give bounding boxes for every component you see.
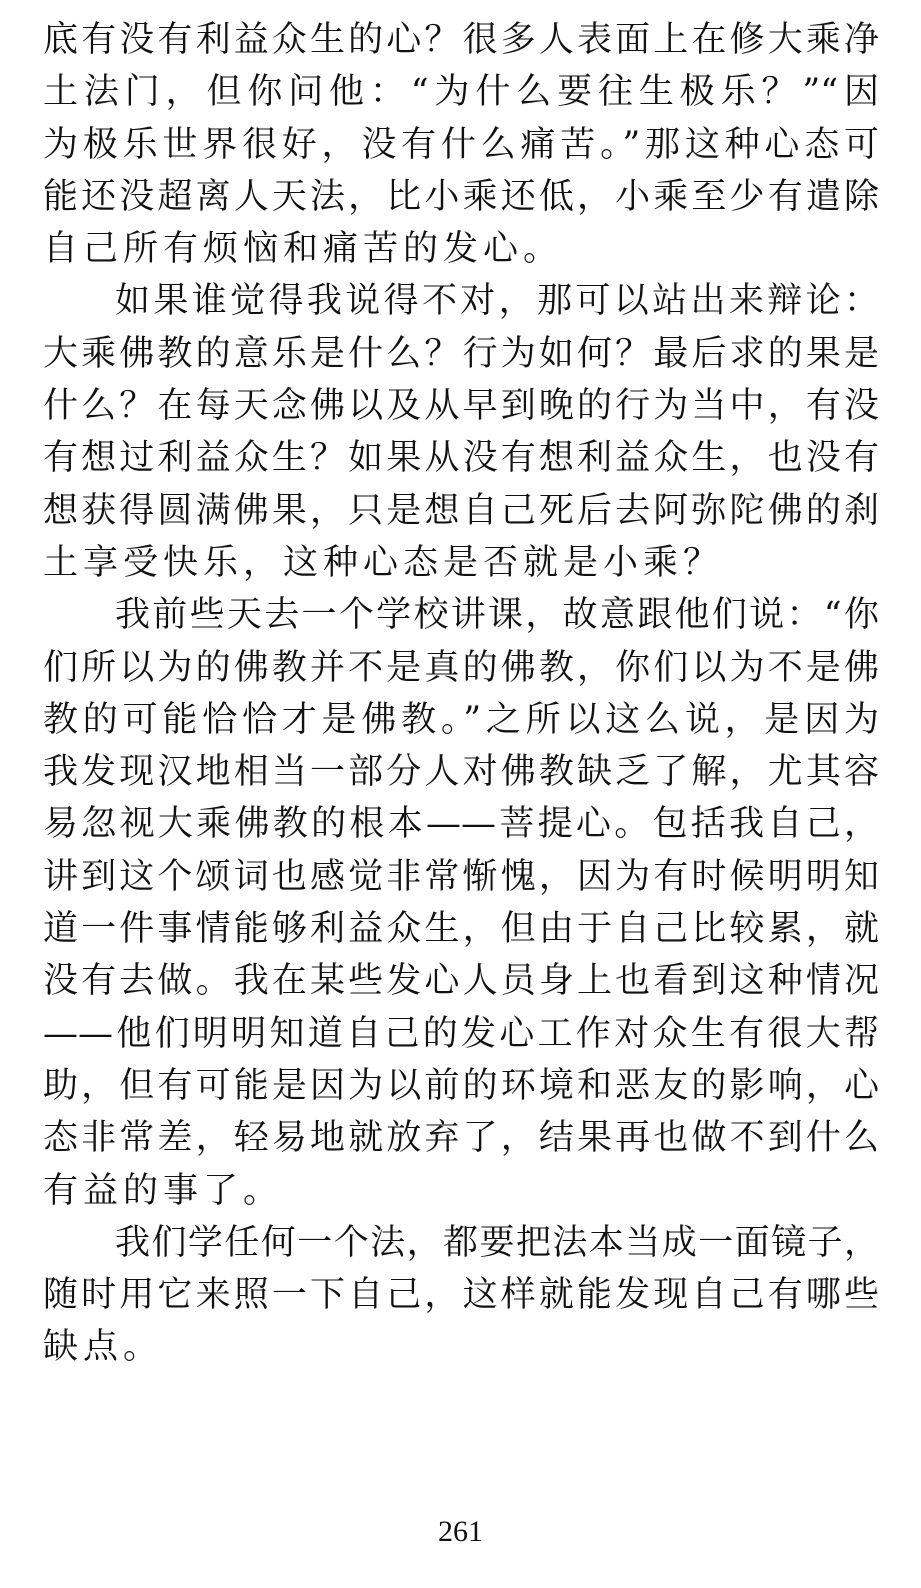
text-line: 我前些天去一个学校讲课，故意跟他们说：“你 [115,595,879,636]
text-line: 教的可能恰恰才是佛教。”之所以这么说，是因为 [43,699,879,740]
text-line: 土享受快乐，这种心态是否就是小乘？ [43,542,724,583]
text-line: 态非常差，轻易地就放弃了，结果再也做不到什么 [43,1118,879,1159]
text-line: 为极乐世界很好，没有什么痛苦。”那这种心态可 [43,124,879,165]
text-line: 讲到这个颂词也感觉非常惭愧，因为有时候明明知 [43,856,879,897]
text-line: 土法门，但你问他：“为什么要往生极乐？”“因 [43,72,879,113]
text-line: 们所以为的佛教并不是真的佛教，你们以为不是佛 [43,647,879,688]
page-number: 261 [438,1515,483,1548]
text-line: 自己所有烦恼和痛苦的发心。 [43,229,564,270]
text-line: 有想过利益众生？如果从没有想利益众生，也没有 [43,438,879,479]
text-line: 没有去做。我在某些发心人员身上也看到这种情况 [43,961,879,1002]
text-line: 大乘佛教的意乐是什么？行为如何？最后求的果是 [43,333,879,374]
text-line: 有益的事了。 [43,1170,284,1211]
text-line: 随时用它来照一下自己，这样就能发现自己有哪些 [43,1275,879,1316]
text-line: 如果谁觉得我说得不对，那可以站出来辩论： [115,281,879,322]
text-line: 道一件事情能够利益众生，但由于自己比较累，就 [43,909,879,950]
text-line: 底有没有利益众生的心？很多人表面上在修大乘净 [43,20,879,60]
text-line: 我发现汉地相当一部分人对佛教缺乏了解，尤其容 [43,752,879,793]
text-line: 缺点。 [43,1327,164,1368]
text-line: 能还没超离人天法，比小乘还低，小乘至少有遣除 [43,176,879,217]
text-line: 什么？在每天念佛以及从早到晚的行为当中，有没 [43,386,879,427]
text-line: 想获得圆满佛果，只是想自己死后去阿弥陀佛的刹 [43,490,879,531]
text-line: 我们学任何一个法，都要把法本当成一面镜子， [115,1222,879,1263]
body-text [43,14,879,1374]
text-line: ——他们明明知道自己的发心工作对众生有很大帮 [43,1013,879,1054]
text-line: 易忽视大乘佛教的根本——菩提心。包括我自己， [43,804,879,845]
text-line: 助，但有可能是因为以前的环境和恶友的影响，心 [43,1065,879,1106]
